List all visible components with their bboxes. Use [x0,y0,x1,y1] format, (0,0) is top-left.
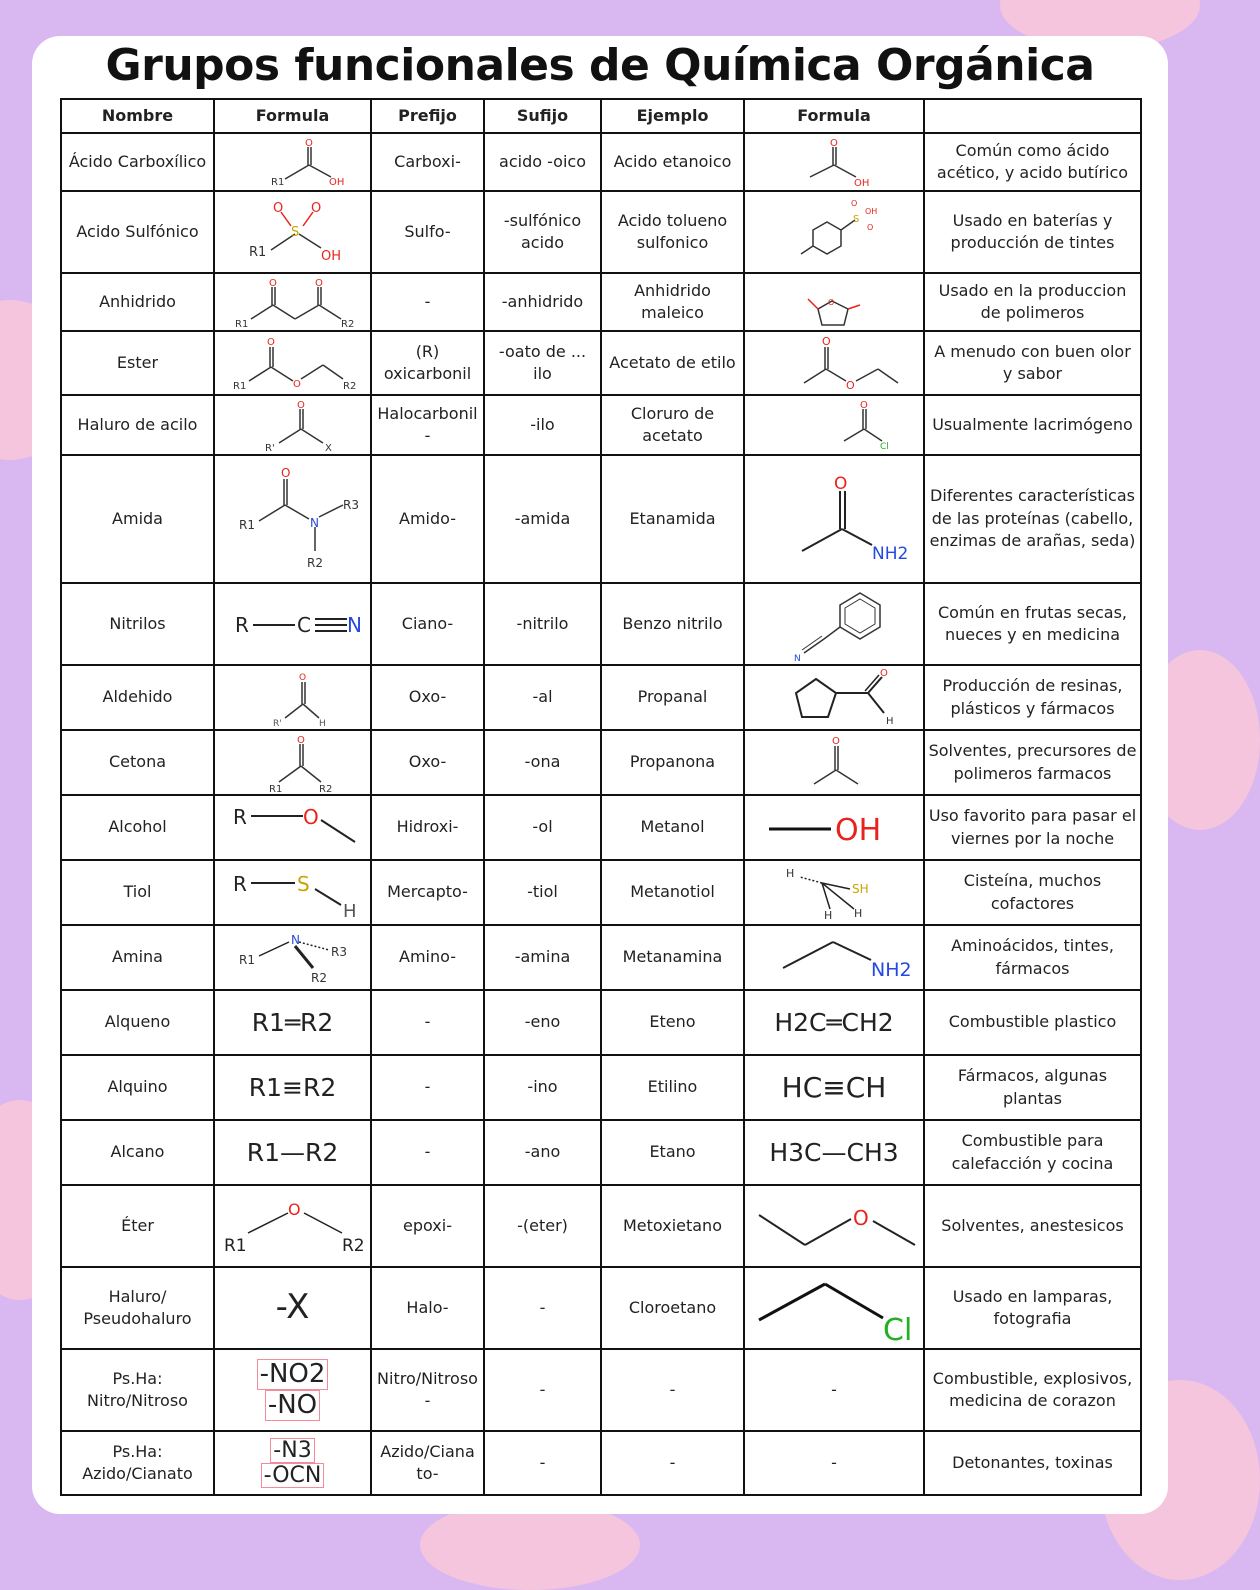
example-name: Metanol [601,795,744,860]
general-formula [214,860,371,925]
header-prefijo: Prefijo [371,99,484,133]
general-formula [214,795,371,860]
table-row [61,1267,1141,1349]
svg-text:H: H [854,906,863,920]
prefix: Oxo- [371,730,484,795]
table-row [61,583,1141,665]
table-row [61,795,1141,860]
page-title: Grupos funcionales de Química Orgánica [105,40,1095,91]
group-name: Alquino [61,1055,214,1120]
suffix: -anhidrido [484,273,601,331]
prefix: Hidroxi- [371,795,484,860]
prefix: Oxo- [371,665,484,730]
uses: A menudo con buen olor y sabor [924,331,1141,395]
group-name: Alcohol [61,795,214,860]
example-formula: - [744,1431,924,1495]
uses: Producción de resinas, plásticos y fármacos [924,665,1141,730]
table-row [61,665,1141,730]
general-formula [214,331,371,395]
group-name: Tiol [61,860,214,925]
suffix: -amina [484,925,601,990]
suffix: -tiol [484,860,601,925]
uses: Cisteína, muchos cofactores [924,860,1141,925]
prefix: (R) oxicarbonil [371,331,484,395]
svg-text:O: O [830,138,838,149]
prefix: Sulfo- [371,191,484,273]
prefix: Halo- [371,1267,484,1349]
suffix: acido -oico [484,133,601,191]
suffix: -nitrilo [484,583,601,665]
svg-text:N: N [794,654,801,664]
example-formula [744,730,924,795]
example-name: Propanona [601,730,744,795]
svg-text:O: O [880,667,888,679]
svg-text:R1: R1 [234,319,248,330]
example-formula: HC≡CH [744,1055,924,1120]
example-formula [744,665,924,730]
suffix: -eno [484,990,601,1055]
svg-text:R': R' [272,718,282,729]
example-name: Acetato de etilo [601,331,744,395]
svg-text:NH2: NH2 [871,958,912,981]
prefix: Halocarbonil - [371,395,484,455]
svg-text:O: O [298,672,306,683]
example-name: Eteno [601,990,744,1055]
group-name: Haluro de acilo [61,395,214,455]
svg-text:O: O [268,278,277,289]
example-formula [744,925,924,990]
svg-text:O: O [288,1200,301,1219]
general-formula [214,395,371,455]
example-formula [744,455,924,583]
suffix: -amida [484,455,601,583]
example-formula: - [744,1349,924,1431]
group-name: Ester [61,331,214,395]
uses: Común en frutas secas, nueces y en medicina [924,583,1141,665]
general-formula [214,730,371,795]
svg-text:O: O [310,201,321,216]
group-name: Ps.Ha: Nitro/Nitroso [61,1349,214,1431]
group-name: Acido Sulfónico [61,191,214,273]
example-formula [744,860,924,925]
svg-text:O: O [834,474,848,494]
svg-text:R: R [232,871,247,896]
prefix: epoxi- [371,1185,484,1267]
svg-text:R1: R1 [238,952,255,967]
suffix: -ino [484,1055,601,1120]
example-formula [744,1185,924,1267]
svg-text:O: O [280,466,290,480]
nitroso-formula: -NO [265,1390,320,1421]
svg-text:R2: R2 [306,556,323,570]
svg-text:R: R [232,804,247,829]
svg-text:O: O [296,734,305,746]
uses: Combustible, explosivos, medicina de corazon [924,1349,1141,1431]
uses: Solventes, precursores de polimeros farmacos [924,730,1141,795]
example-formula [744,133,924,191]
table-row [61,133,1141,191]
svg-text:N: N [309,516,319,530]
suffix: - [484,1431,601,1495]
svg-text:O: O [860,400,868,411]
svg-text:O: O [822,335,831,348]
cyanate-formula: -OCN [261,1463,325,1488]
uses: Común como ácido acético, y acido butírico [924,133,1141,191]
svg-text:R: R [234,613,249,637]
group-name: Alqueno [61,990,214,1055]
suffix: -ona [484,730,601,795]
group-name: Aldehido [61,665,214,730]
uses: Aminoácidos, tintes, fármacos [924,925,1141,990]
general-formula [214,273,371,331]
table-row [61,191,1141,273]
r1-label: R1 [270,177,284,188]
svg-text:R1: R1 [248,245,266,260]
general-formula: R1—R2 [214,1120,371,1185]
svg-text:OH: OH [865,207,878,216]
table-row [61,990,1141,1055]
general-formula [214,583,371,665]
uses: Fármacos, algunas plantas [924,1055,1141,1120]
example-formula [744,395,924,455]
example-formula: H2C═CH2 [744,990,924,1055]
svg-text:NH2: NH2 [872,544,909,564]
svg-text:R3: R3 [342,498,359,512]
example-name: Cloroetano [601,1267,744,1349]
prefix: Azido/Ciana to- [371,1431,484,1495]
prefix: - [371,1120,484,1185]
table-row [61,1431,1141,1495]
uses: Uso favorito para pasar el viernes por la noche [924,795,1141,860]
prefix: - [371,990,484,1055]
svg-text:N: N [346,613,362,637]
table-row [61,273,1141,331]
uses: Detonantes, toxinas [924,1431,1141,1495]
general-formula [214,1185,371,1267]
header-row [61,99,1141,133]
example-name: Etano [601,1120,744,1185]
example-name: Propanal [601,665,744,730]
general-formula [214,455,371,583]
prefix: Amido- [371,455,484,583]
svg-text:Cl: Cl [880,442,889,452]
group-name: Anhidrido [61,273,214,331]
table-row [61,730,1141,795]
uses: Diferentes características de las proteínas (cabello, enzimas de arañas, seda) [924,455,1141,583]
example-name: - [601,1349,744,1431]
svg-text:R1: R1 [238,518,255,532]
example-formula [744,583,924,665]
uses: Usado en la produccion de polimeros [924,273,1141,331]
group-name: Ps.Ha: Azido/Cianato [61,1431,214,1495]
suffix: -ol [484,795,601,860]
svg-text:R': R' [264,443,275,454]
example-formula: H3C—CH3 [744,1120,924,1185]
table-row [61,1120,1141,1185]
prefix: Nitro/Nitroso - [371,1349,484,1431]
suffix: -ano [484,1120,601,1185]
sulfur-label: S [290,225,299,240]
svg-text:H: H [886,715,894,727]
table-row [61,455,1141,583]
svg-text:O: O [266,337,275,348]
oxygen-label: O [304,138,313,149]
oh-label: OH [328,177,344,188]
svg-text:R2: R2 [318,783,332,795]
prefix: - [371,273,484,331]
example-formula [744,331,924,395]
prefix: Ciano- [371,583,484,665]
example-name: Anhidrido maleico [601,273,744,331]
prefix: Carboxi- [371,133,484,191]
example-name: Etanamida [601,455,744,583]
suffix: -ilo [484,395,601,455]
group-name: Amida [61,455,214,583]
uses: Solventes, anestesicos [924,1185,1141,1267]
group-name: Éter [61,1185,214,1267]
svg-text:R2: R2 [342,381,356,392]
suffix: -al [484,665,601,730]
example-name: Metanamina [601,925,744,990]
suffix: - [484,1267,601,1349]
suffix: -oato de ... ilo [484,331,601,395]
example-name: Metanotiol [601,860,744,925]
svg-text:H: H [318,718,326,729]
suffix: -sulfónico acido [484,191,601,273]
svg-text:R2: R2 [340,319,354,330]
nitro-formula: -NO2 [257,1359,329,1390]
general-formula [214,191,371,273]
table-row [61,1185,1141,1267]
table-row [61,1349,1141,1431]
prefix: Mercapto- [371,860,484,925]
group-name: Amina [61,925,214,990]
group-name: Nitrilos [61,583,214,665]
example-formula [744,1267,924,1349]
svg-text:O: O [296,400,305,411]
uses: Usado en baterías y producción de tintes [924,191,1141,273]
table-row [61,331,1141,395]
svg-text:OH: OH [854,178,870,189]
svg-text:OH: OH [320,249,341,264]
uses: Usado en lamparas, fotografia [924,1267,1141,1349]
svg-text:O: O [853,1206,869,1230]
svg-text:X: X [324,443,332,454]
svg-text:C: C [296,613,311,637]
general-formula [214,925,371,990]
svg-text:O: O [832,735,840,747]
svg-text:SH: SH [852,881,869,896]
svg-text:O: O [314,278,323,289]
general-formula: -X [214,1267,371,1349]
general-formula [214,133,371,191]
example-formula [744,273,924,331]
table-row [61,395,1141,455]
header-uses [924,99,1141,133]
example-formula [744,191,924,273]
prefix: - [371,1055,484,1120]
suffix: -(eter) [484,1185,601,1267]
svg-text:R1: R1 [232,381,246,392]
svg-text:O: O [846,379,855,392]
general-formula [214,1349,371,1431]
svg-text:O: O [851,199,858,208]
svg-text:R2: R2 [310,970,327,985]
svg-text:O: O [867,223,874,232]
svg-text:R1: R1 [268,783,282,795]
example-name: Cloruro de acetato [601,395,744,455]
table-row [61,1055,1141,1120]
group-name: Ácido Carboxílico [61,133,214,191]
svg-text:H: H [786,866,795,880]
example-name: Metoxietano [601,1185,744,1267]
example-name: - [601,1431,744,1495]
svg-text:O: O [292,379,301,390]
header-sufijo: Sufijo [484,99,601,133]
header-ejemplo: Ejemplo [601,99,744,133]
svg-text:O: O [272,201,283,216]
azide-formula: -N3 [270,1438,314,1463]
svg-text:Cl: Cl [883,1313,913,1348]
example-formula [744,795,924,860]
svg-text:R1: R1 [224,1236,247,1256]
svg-text:O: O [302,804,319,829]
svg-text:R2: R2 [342,1236,365,1256]
svg-text:S: S [853,214,860,225]
prefix: Amino- [371,925,484,990]
group-name: Haluro/ Pseudohaluro [61,1267,214,1349]
general-formula: R1≡R2 [214,1055,371,1120]
example-name: Etilino [601,1055,744,1120]
general-formula: R1═R2 [214,990,371,1055]
group-name: Cetona [61,730,214,795]
example-name: Acido etanoico [601,133,744,191]
uses: Combustible plastico [924,990,1141,1055]
table-row [61,925,1141,990]
functional-groups-table [60,98,1142,1496]
suffix: - [484,1349,601,1431]
svg-text:R3: R3 [330,944,347,959]
svg-text:O: O [828,298,835,307]
example-name: Acido tolueno sulfonico [601,191,744,273]
svg-text:H: H [824,908,833,922]
header-nombre: Nombre [61,99,214,133]
header-formula: Formula [214,99,371,133]
svg-text:OH: OH [835,812,882,848]
svg-text:H: H [342,900,357,922]
general-formula [214,1431,371,1495]
header-formula-example: Formula [744,99,924,133]
example-name: Benzo nitrilo [601,583,744,665]
table-row [61,860,1141,925]
svg-text:S: S [296,871,310,896]
uses: Usualmente lacrimógeno [924,395,1141,455]
uses: Combustible para calefacción y cocina [924,1120,1141,1185]
general-formula [214,665,371,730]
group-name: Alcano [61,1120,214,1185]
svg-text:N: N [290,932,300,947]
